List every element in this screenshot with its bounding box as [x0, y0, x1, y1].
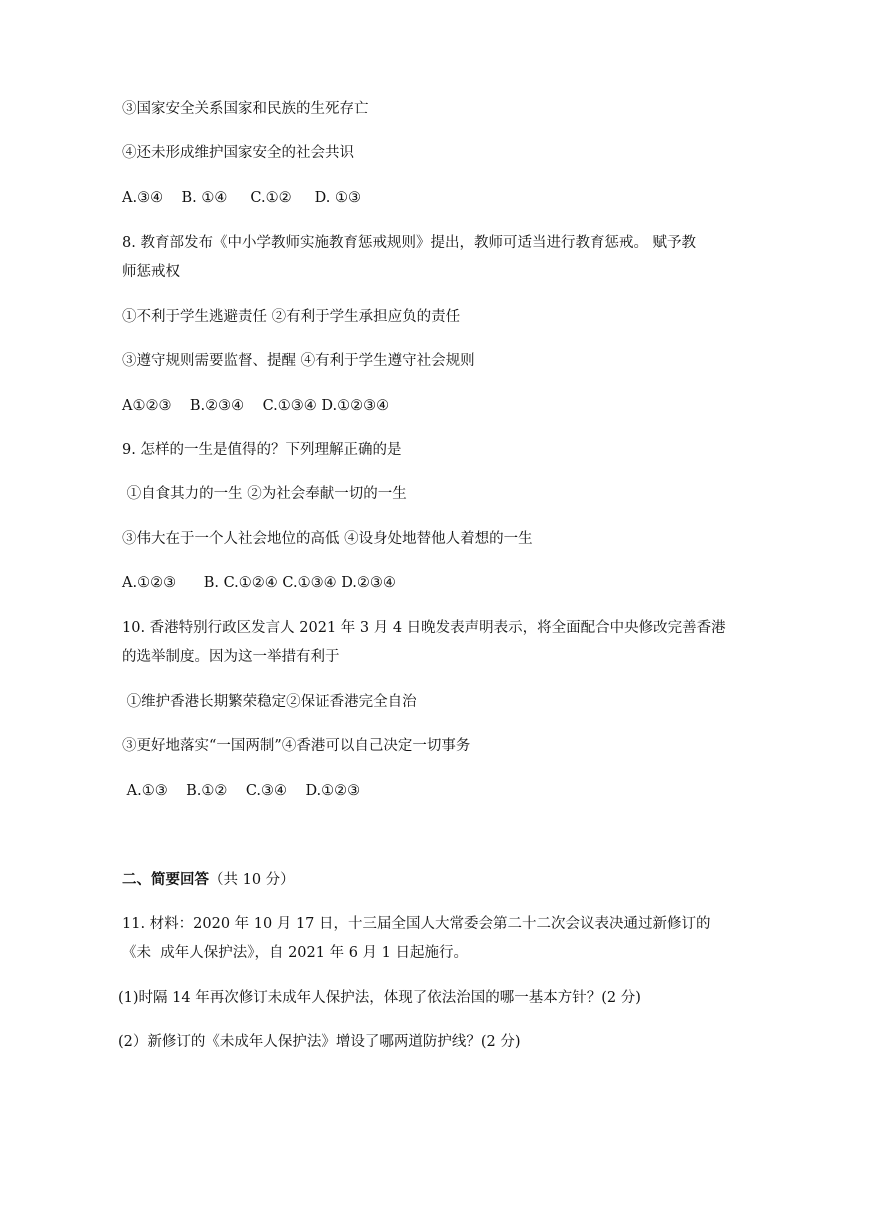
q11-material-line-2: 《未 成年人保护法》，自 2021 年 6 月 1 日起施行。 [122, 945, 468, 961]
section-2-heading [122, 870, 295, 890]
q9-stem: 9. 怎样的一生是值得的？下列理解正确的是 [122, 442, 402, 458]
q7-option-4: ④还未形成维护国家安全的社会共识 [122, 145, 354, 161]
q9-options-line-1: ①自食其力的一生 ②为社会奉献一切的一生 [122, 486, 407, 502]
q9-choices: A.①②③ B. C.①②④ C.①③④ D.②③④ [122, 575, 396, 591]
q7-option-3: ③国家安全关系国家和民族的生死存亡 [122, 101, 369, 117]
q10-stem-line-2: 的选举制度。因为这一举措有利于 [122, 649, 340, 665]
q11-sub-question-2: (2）新修订的《未成年人保护法》增设了哪两道防护线？(2 分) [118, 1034, 521, 1050]
q11-sub-question-1: (1)时隔 14 年再次修订未成年人保护法，体现了依法治国的哪一基本方针？(2 分) [118, 990, 641, 1006]
q10-stem-line-1: 10. 香港特别行政区发言人 2021 年 3 月 4 日晚发表声明表示，将全面配合中央修改完善香港 [122, 620, 726, 636]
q9-options-line-2: ③伟大在于一个人社会地位的高低 ④设身处地替他人着想的一生 [122, 531, 533, 547]
section-2-title: 二、简要回答 [122, 872, 209, 888]
q8-options-line-1: ①不利于学生逃避责任 ②有利于学生承担应负的责任 [122, 309, 461, 325]
q10-choices: A.①③ B.①② C.③④ D.①②③ [122, 783, 361, 799]
q10-options-line-2: ③更好地落实“一国两制”④香港可以自己决定一切事务 [122, 738, 471, 754]
section-2-score: （共 10 分） [209, 872, 295, 888]
q8-stem-line-1: 8. 教育部发布《中小学教师实施教育惩戒规则》提出，教师可适当进行教育惩戒。 赋予教 [122, 235, 697, 251]
q11-material-line-1: 11. 材料：2020 年 10 月 17 日，十三届全国人大常委会第二十二次会议表决通过新修订的 [122, 916, 711, 932]
q8-choices: A①②③ B.②③④ C.①③④ D.①②③④ [122, 398, 390, 414]
q8-options-line-2: ③遵守规则需要监督、提醒 ④有利于学生遵守社会规则 [122, 353, 475, 369]
q7-choices: A.③④ B. ①④ C.①② D. ①③ [122, 190, 361, 206]
q10-options-line-1: ①维护香港长期繁荣稳定②保证香港完全自治 [122, 694, 417, 710]
q8-stem-line-2: 师惩戒权 [122, 264, 180, 280]
